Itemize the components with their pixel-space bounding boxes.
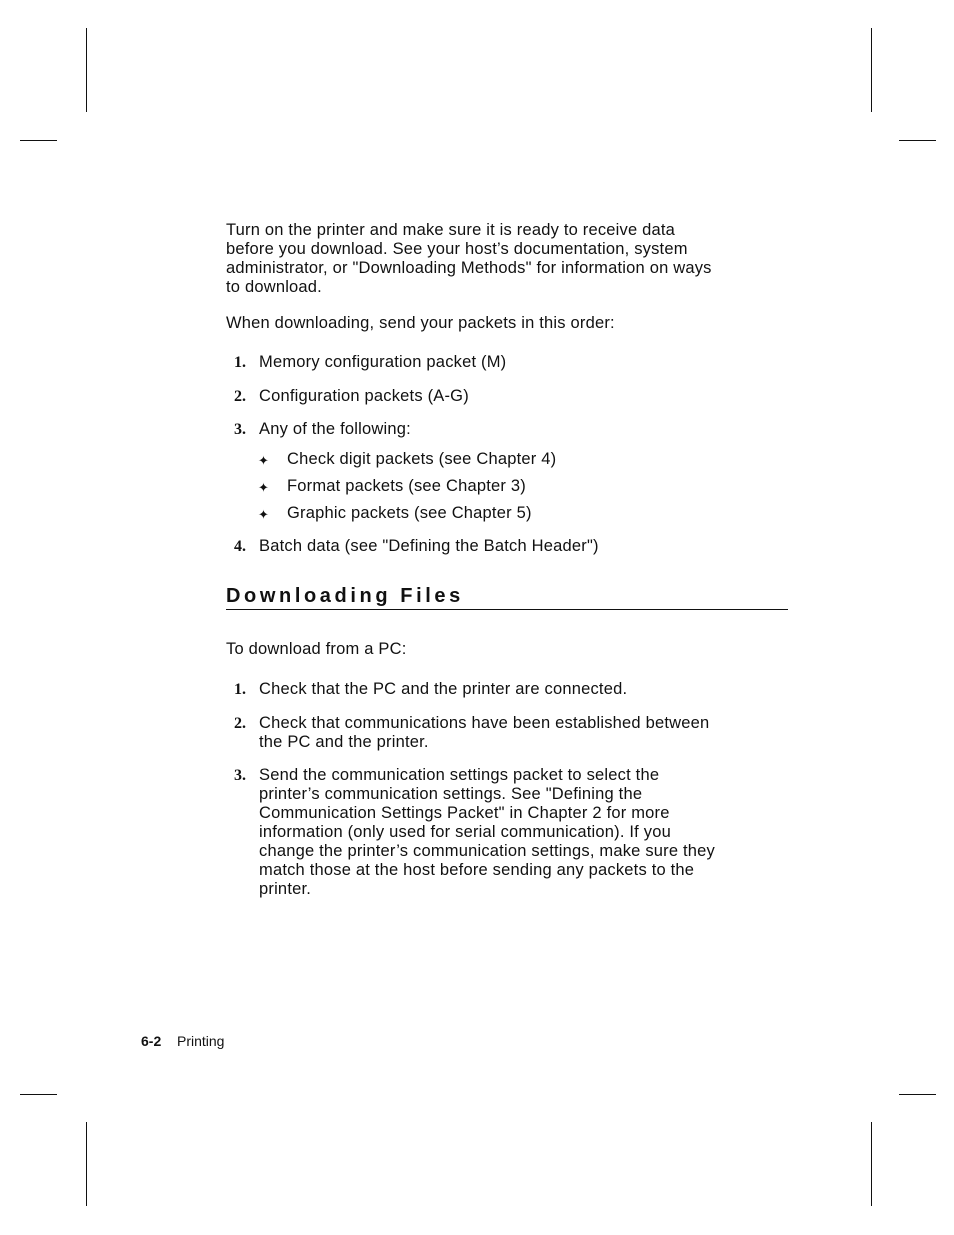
four-point-star-icon: ✦ <box>258 507 269 522</box>
four-point-star-icon: ✦ <box>258 480 269 495</box>
sub-list-item: Format packets (see Chapter 3) <box>287 477 526 495</box>
step-line: Communication Settings Packet" in Chapter 2 for more <box>259 804 670 822</box>
order-item-number: 3. <box>234 421 246 438</box>
order-intro: When downloading, send your packets in this order: <box>226 314 615 332</box>
page-number: 6-2 <box>141 1033 162 1049</box>
heading-rule <box>226 609 788 610</box>
section-intro: To download from a PC: <box>226 640 407 658</box>
step-line: printer’s communication settings. See "Defining the <box>259 785 643 803</box>
step-line: Check that the PC and the printer are connected. <box>259 680 628 698</box>
crop-mark-bottom-left-vertical <box>86 1122 87 1206</box>
crop-mark-bottom-right-vertical <box>871 1122 872 1206</box>
step-line: printer. <box>259 880 312 898</box>
four-point-star-icon: ✦ <box>258 453 269 468</box>
chapter-title: Printing <box>177 1033 225 1049</box>
sub-list-item: Check digit packets (see Chapter 4) <box>287 450 557 468</box>
order-item-number: 1. <box>234 354 246 371</box>
crop-mark-top-left-horizontal <box>20 140 57 141</box>
intro-line-4: to download. <box>226 278 322 296</box>
step-line: information (only used for serial communication). If you <box>259 823 671 841</box>
step-line: change the printer’s communication settings, make sure they <box>259 842 716 860</box>
crop-mark-top-left-vertical <box>86 28 87 112</box>
order-item: Any of the following: <box>259 420 411 438</box>
step-line: Check that communications have been established between <box>259 714 710 732</box>
crop-mark-bottom-left-horizontal <box>20 1094 57 1095</box>
order-item: Memory configuration packet (M) <box>259 353 507 371</box>
order-item: Configuration packets (A-G) <box>259 387 469 405</box>
section-heading: Downloading Files <box>226 585 464 607</box>
order-item-number: 4. <box>234 538 246 555</box>
step-number: 2. <box>234 715 246 732</box>
order-item-number: 2. <box>234 388 246 405</box>
crop-mark-top-right-horizontal <box>899 140 936 141</box>
order-item: Batch data (see "Defining the Batch Header") <box>259 537 599 555</box>
intro-line-1: Turn on the printer and make sure it is ready to receive data <box>226 221 676 239</box>
intro-line-3: administrator, or "Downloading Methods" for information on ways <box>226 259 712 277</box>
step-number: 1. <box>234 681 246 698</box>
crop-mark-bottom-right-horizontal <box>899 1094 936 1095</box>
step-number: 3. <box>234 767 246 784</box>
crop-mark-top-right-vertical <box>871 28 872 112</box>
intro-line-2: before you download. See your host’s documentation, system <box>226 240 688 258</box>
step-line: the PC and the printer. <box>259 733 429 751</box>
step-line: match those at the host before sending any packets to the <box>259 861 695 879</box>
sub-list-item: Graphic packets (see Chapter 5) <box>287 504 532 522</box>
step-line: Send the communication settings packet to select the <box>259 766 660 784</box>
